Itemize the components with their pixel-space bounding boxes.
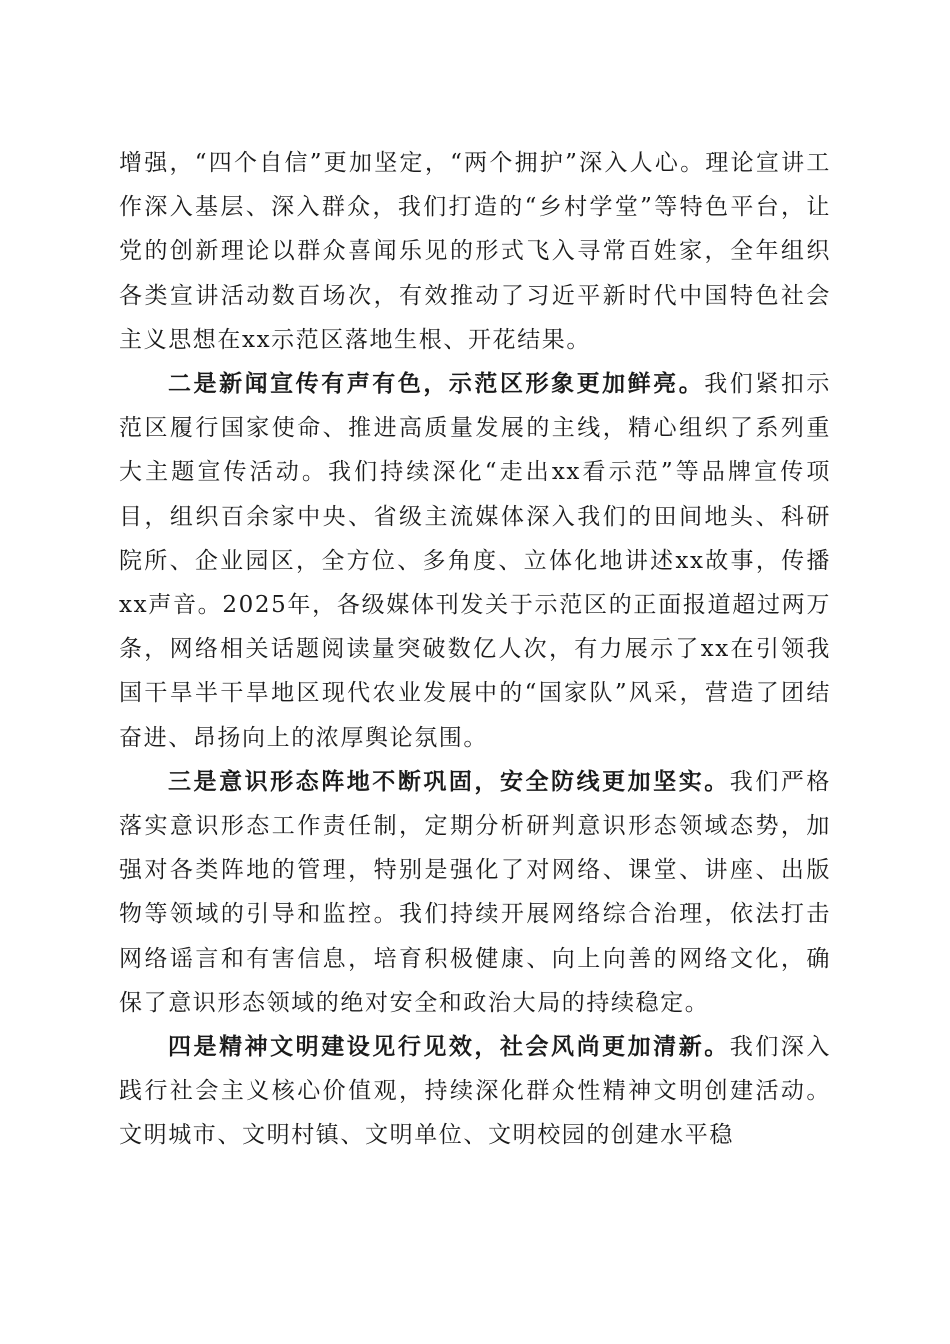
paragraph-lead-heading: 二是新闻宣传有声有色，示范区形象更加鲜亮。: [168, 370, 705, 398]
paragraph-lead-heading: 三是意识形态阵地不断巩固，安全防线更加坚实。: [168, 767, 730, 795]
paragraph-lead-heading: 四是精神文明建设见行见效，社会风尚更加清新。: [168, 1033, 730, 1061]
paragraph-text: 我们严格落实意识形态工作责任制，定期分析研判意识形态领域态势，加强对各类阵地的管理，特别是强化了对网络、课堂、讲座、出版物等领域的引导和监控。我们持续开展网络综合治理，依法打击网络谣言和有害信息，培育积极健康、向上向善的网络文化，确保了意识形态领域的绝对安全和政治大局的持续稳定。: [119, 768, 832, 1016]
document-body: [119, 141, 831, 1158]
paragraph-continuation: [119, 141, 831, 362]
paragraph-ideology-security: [119, 760, 831, 1025]
paragraph-text: 我们紧扣示范区履行国家使命、推进高质量发展的主线，精心组织了系列重大主题宣传活动。我们持续深化“走出xx看示范”等品牌宣传项目，组织百余家中央、省级主流媒体深入我们的田间地头、科研院所、企业园区，全方位、多角度、立体化地讲述xx故事，传播xx声音。2025年，各级媒体刊发关于示范区的正面报道超过两万条，网络相关话题阅读量突破数亿人次，有力展示了xx在引领我国干旱半干旱地区现代农业发展中的“国家队”风采，营造了团结奋进、昂扬向上的浓厚舆论氛围。: [119, 371, 831, 751]
paragraph-text: 我们深入践行社会主义核心价值观，持续深化群众性精神文明创建活动。文明城市、文明村镇、文明单位、文明校园的创建水平稳: [119, 1034, 832, 1149]
paragraph-text: 增强，“四个自信”更加坚定，“两个拥护”深入人心。理论宣讲工作深入基层、深入群众，我们打造的“乡村学堂”等特色平台，让党的创新理论以群众喜闻乐见的形式飞入寻常百姓家，全年组织各类宣讲活动数百场次，有效推动了习近平新时代中国特色社会主义思想在xx示范区落地生根、开花结果。: [119, 150, 831, 353]
paragraph-spiritual-civilization: [119, 1025, 831, 1158]
paragraph-news-publicity: [119, 362, 831, 760]
